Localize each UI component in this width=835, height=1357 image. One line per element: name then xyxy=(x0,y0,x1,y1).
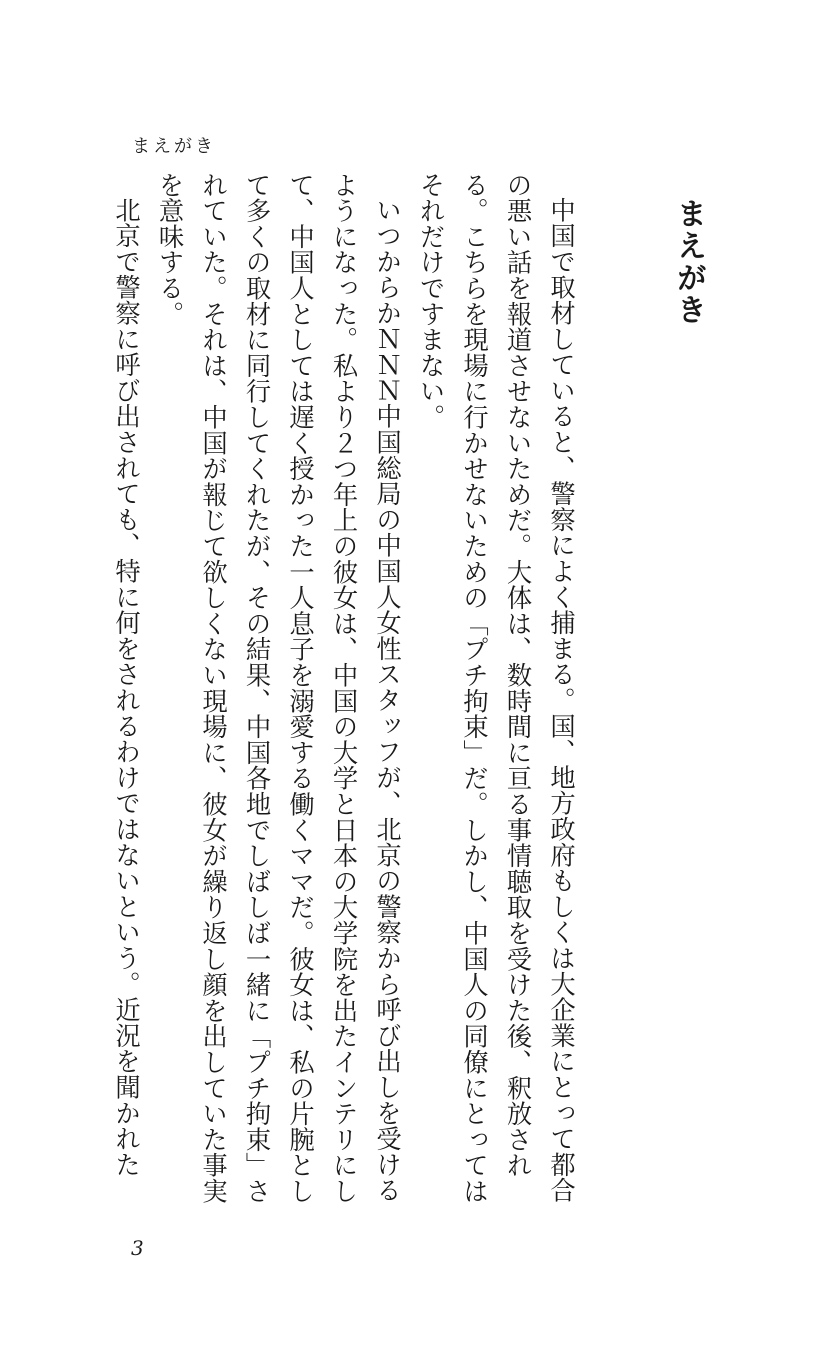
paragraph-2: いつからかＮＮＮ中国総局の中国人女性スタッフが、北京の警察から呼び出しを受けるようになった。私より２つ年上の彼女は、中国の大学と日本の大学院を出たインテリにして、中国人としては遅く授かった一人息子を溺愛する働くママだ。彼女は、私の片腕として多くの取材に同行してくれたが、その結果、中国各地でしばしば一緒に「プチ拘束」されていた。それは、中国が報じて欲しくない現場に、彼女が繰り返し顔を出していた事実を意味する。 xyxy=(155,172,402,1204)
page-number: 3 xyxy=(131,1236,144,1260)
body-text xyxy=(105,172,584,1212)
paragraph-3: 北京で警察に呼び出されても、特に何をされるわけではないという。近況を聞かれた xyxy=(112,197,141,1178)
chapter-title: まえがき xyxy=(671,198,706,326)
paragraph-1: 中国で取材していると、警察によく捕まる。国、地方政府もしくは大企業にとって都合の悪い話を報道させないためだ。大体は、数時間に亘る事情聴取を受けた後、釈放される。こちらを現場に行かせないための「プチ拘束」だ。しかし、中国人の同僚にとってはそれだけですまない。 xyxy=(416,172,576,1204)
running-head: まえがき xyxy=(132,136,216,157)
